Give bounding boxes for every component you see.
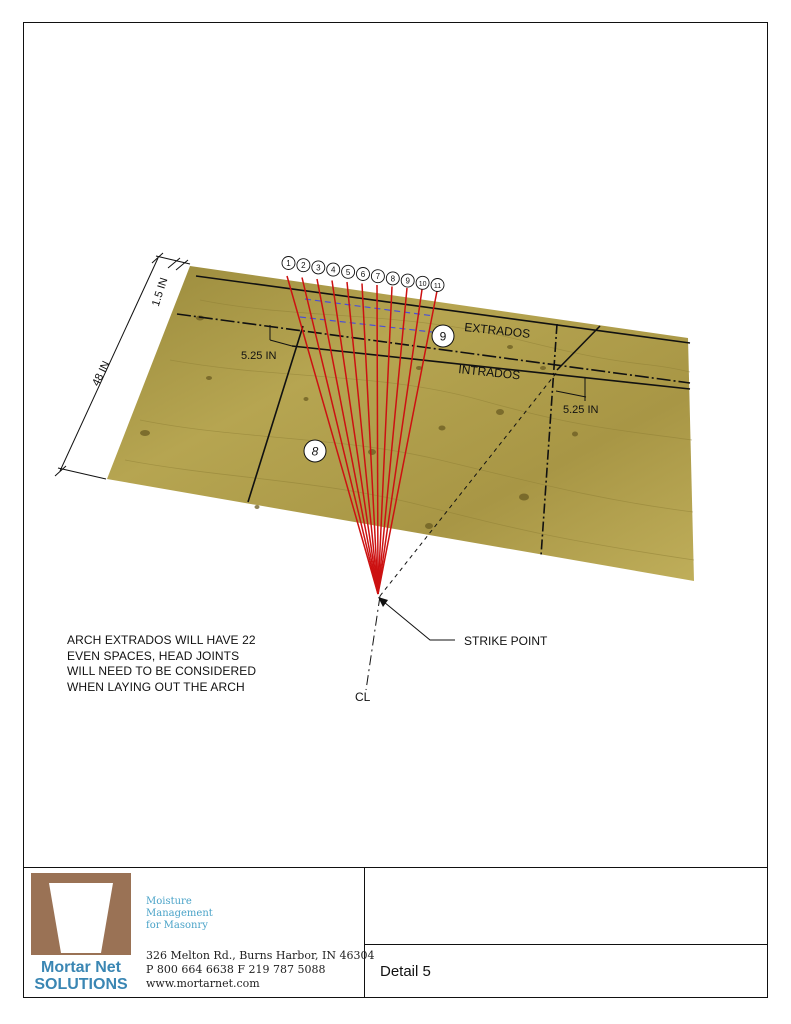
- callout-8-label: 8: [311, 444, 319, 459]
- company-address: 326 Melton Rd., Burns Harbor, IN 46304: [146, 949, 375, 962]
- line-number-label: 2: [301, 261, 306, 271]
- note-line: ARCH EXTRADOS WILL HAVE 22: [67, 633, 256, 647]
- line-number-label: 9: [405, 276, 410, 286]
- line-number-label: 1: [286, 259, 291, 268]
- company-tagline: [146, 896, 213, 932]
- line-number-label: 5: [345, 267, 351, 277]
- line-number-label: 8: [390, 274, 396, 284]
- strike-point-leader: [378, 597, 455, 640]
- line-number-marker: [312, 261, 325, 274]
- extrados-label: EXTRADOS: [463, 320, 531, 341]
- plywood-sheet: [107, 266, 694, 581]
- intrados-label: INTRADOS: [457, 362, 521, 383]
- callout-9: [432, 325, 454, 347]
- line-number-label: 10: [418, 280, 427, 288]
- dim-48in: 48 IN: [90, 359, 113, 389]
- line-number-label: 3: [316, 263, 321, 273]
- callout-9-label: 9: [439, 329, 447, 344]
- company-website[interactable]: www.mortarnet.com: [146, 977, 260, 990]
- line-number-marker: [416, 276, 429, 289]
- strike-point-label: STRIKE POINT: [464, 634, 548, 648]
- tagline-line: for Masonry: [146, 920, 208, 931]
- company-contact: [146, 949, 374, 991]
- tagline-line: Management: [146, 908, 213, 919]
- line-number-marker: [386, 272, 399, 285]
- line-number-label: 4: [330, 265, 336, 275]
- line-number-marker: [431, 279, 444, 292]
- callout-8: [304, 440, 326, 462]
- detail-number: Detail 5: [380, 963, 431, 980]
- line-number-marker: [401, 274, 414, 287]
- mortar-net-logo: [31, 873, 131, 992]
- line-number-marker: [297, 259, 310, 272]
- centerline-label: CL: [355, 690, 371, 704]
- title-block-row-divider: [364, 944, 768, 945]
- company-phone: P 800 664 6638 F 219 787 5088: [146, 963, 326, 976]
- dim-5-25in-right: 5.25 IN: [563, 404, 599, 416]
- line-number-label: 7: [375, 272, 381, 282]
- line-number-label: 6: [360, 270, 366, 279]
- brand-line-1: Mortar Net: [40, 959, 122, 976]
- note-line: WILL NEED TO BE CONSIDERED: [67, 664, 257, 678]
- line-number-marker: [327, 263, 340, 276]
- layout-note: [67, 633, 297, 695]
- dim-1-5in: 1.5 IN: [149, 276, 171, 308]
- note-line: WHEN LAYING OUT THE ARCH: [67, 679, 245, 694]
- line-number-marker: [282, 257, 295, 270]
- note-line: EVEN SPACES, HEAD JOINTS: [67, 648, 240, 663]
- line-number-label: 11: [433, 283, 442, 290]
- line-number-marker: [357, 268, 370, 281]
- line-number-marker: [371, 270, 384, 283]
- radial-line: [377, 285, 378, 594]
- line-number-marker: [342, 265, 355, 278]
- brand-line-2: SOLUTIONS: [34, 976, 128, 992]
- tagline-line: Moisture: [146, 896, 192, 907]
- dim-5-25in-left: 5.25 IN: [241, 350, 277, 362]
